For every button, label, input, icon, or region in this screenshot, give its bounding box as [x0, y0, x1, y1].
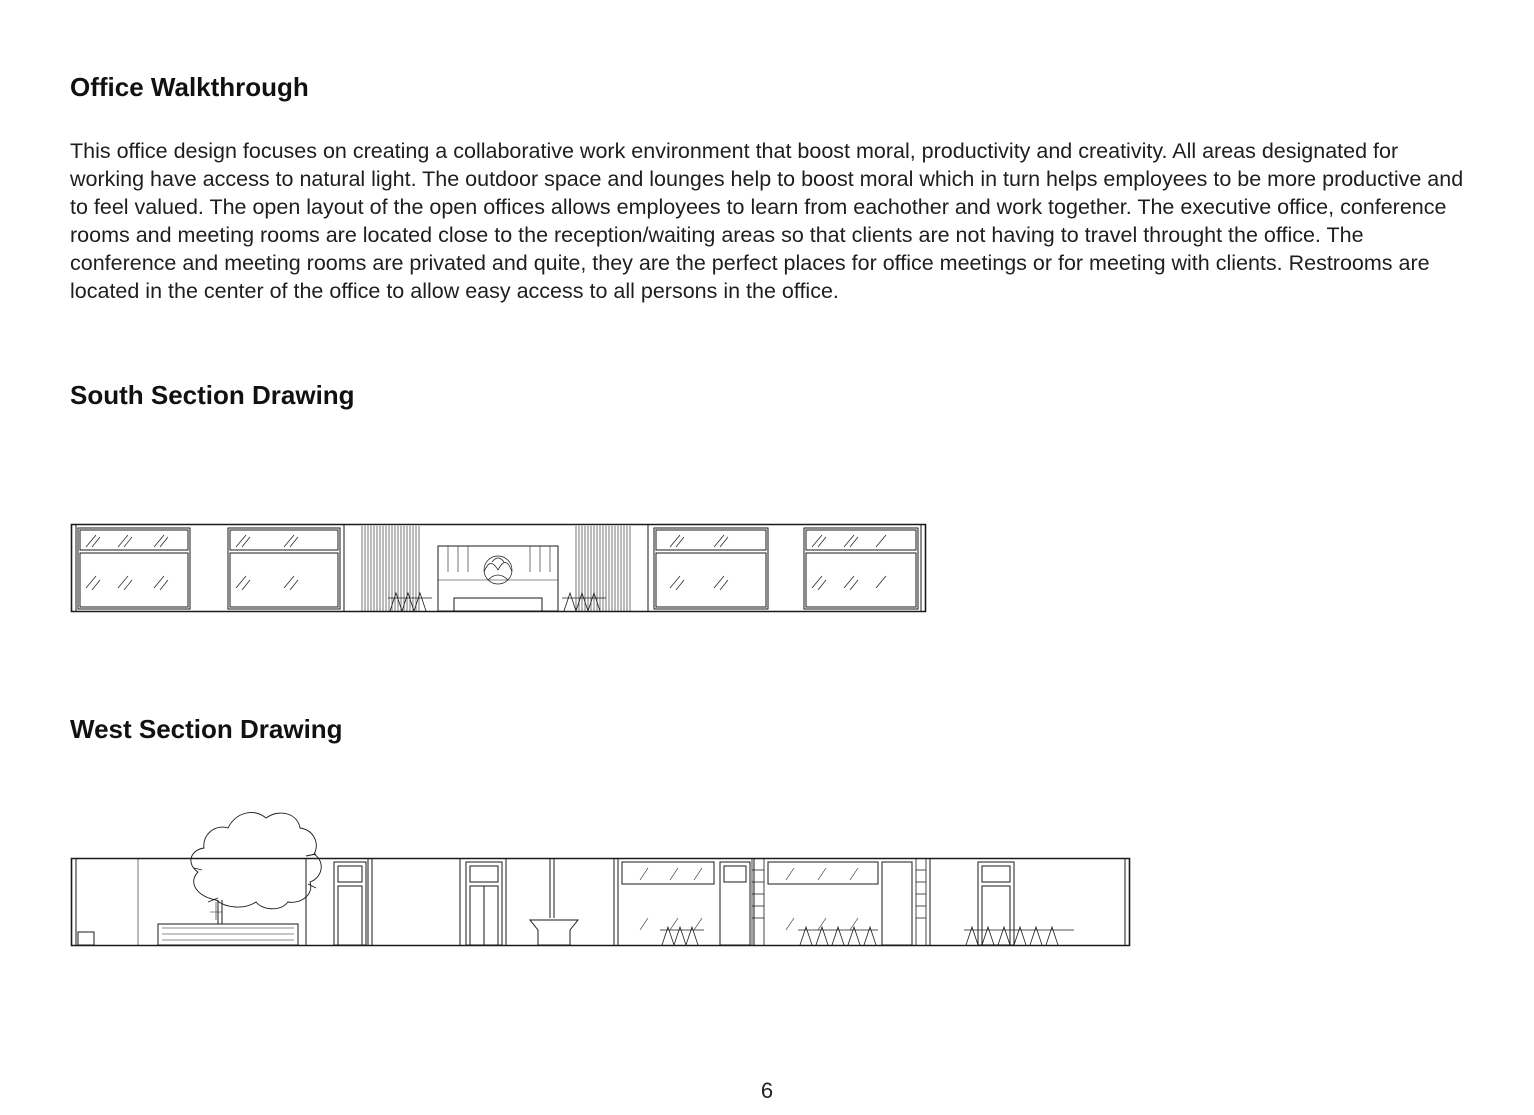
office-walkthrough-paragraph: This office design focuses on creating a collaborative work environment that boost moral, productivity and creativity. All areas designated for working have access to natural light. The outdoor space and lounges help to boost moral which in turn helps employees to be more productive and to feel valued. The open layout of the open offices allows employees to learn from eachother and work together. The executive office, conference rooms and meeting rooms are located close to the reception/waiting areas so that clients are not having to travel throught the office. The conference and meeting rooms are privated and quite, they are the perfect places for office meetings or for meeting with clients. Restrooms are located in the center of the office to allow easy access to all persons in the office.: [70, 139, 1464, 303]
chairs-west-3: [964, 927, 1074, 945]
window-left-2: [228, 528, 340, 609]
window-right-2: [804, 528, 918, 609]
south-section-drawing: [70, 520, 928, 616]
section-title-west-section: West Section Drawing: [70, 714, 343, 744]
reception-center: [438, 546, 558, 611]
window-west-1: [622, 862, 714, 930]
window-left-1: [78, 528, 190, 609]
chairs-west-2: [798, 927, 878, 945]
section-title-south-section: South Section Drawing: [70, 380, 355, 410]
planter-box: [158, 900, 298, 945]
chairs-right: [562, 593, 606, 611]
door-3: [978, 862, 1014, 945]
window-west-2: [768, 862, 878, 930]
window-right-1: [654, 528, 768, 609]
door-1: [334, 862, 366, 945]
west-section-drawing: [70, 800, 1132, 950]
column-ladder-2: [916, 859, 926, 946]
section-title-office-walkthrough: Office Walkthrough: [70, 72, 309, 102]
door-2: [466, 862, 502, 945]
chairs-west-1: [660, 927, 704, 945]
tree-illustration: [191, 813, 321, 920]
page-number: 6: [760, 1078, 774, 1103]
pendant-and-table: [530, 859, 578, 946]
